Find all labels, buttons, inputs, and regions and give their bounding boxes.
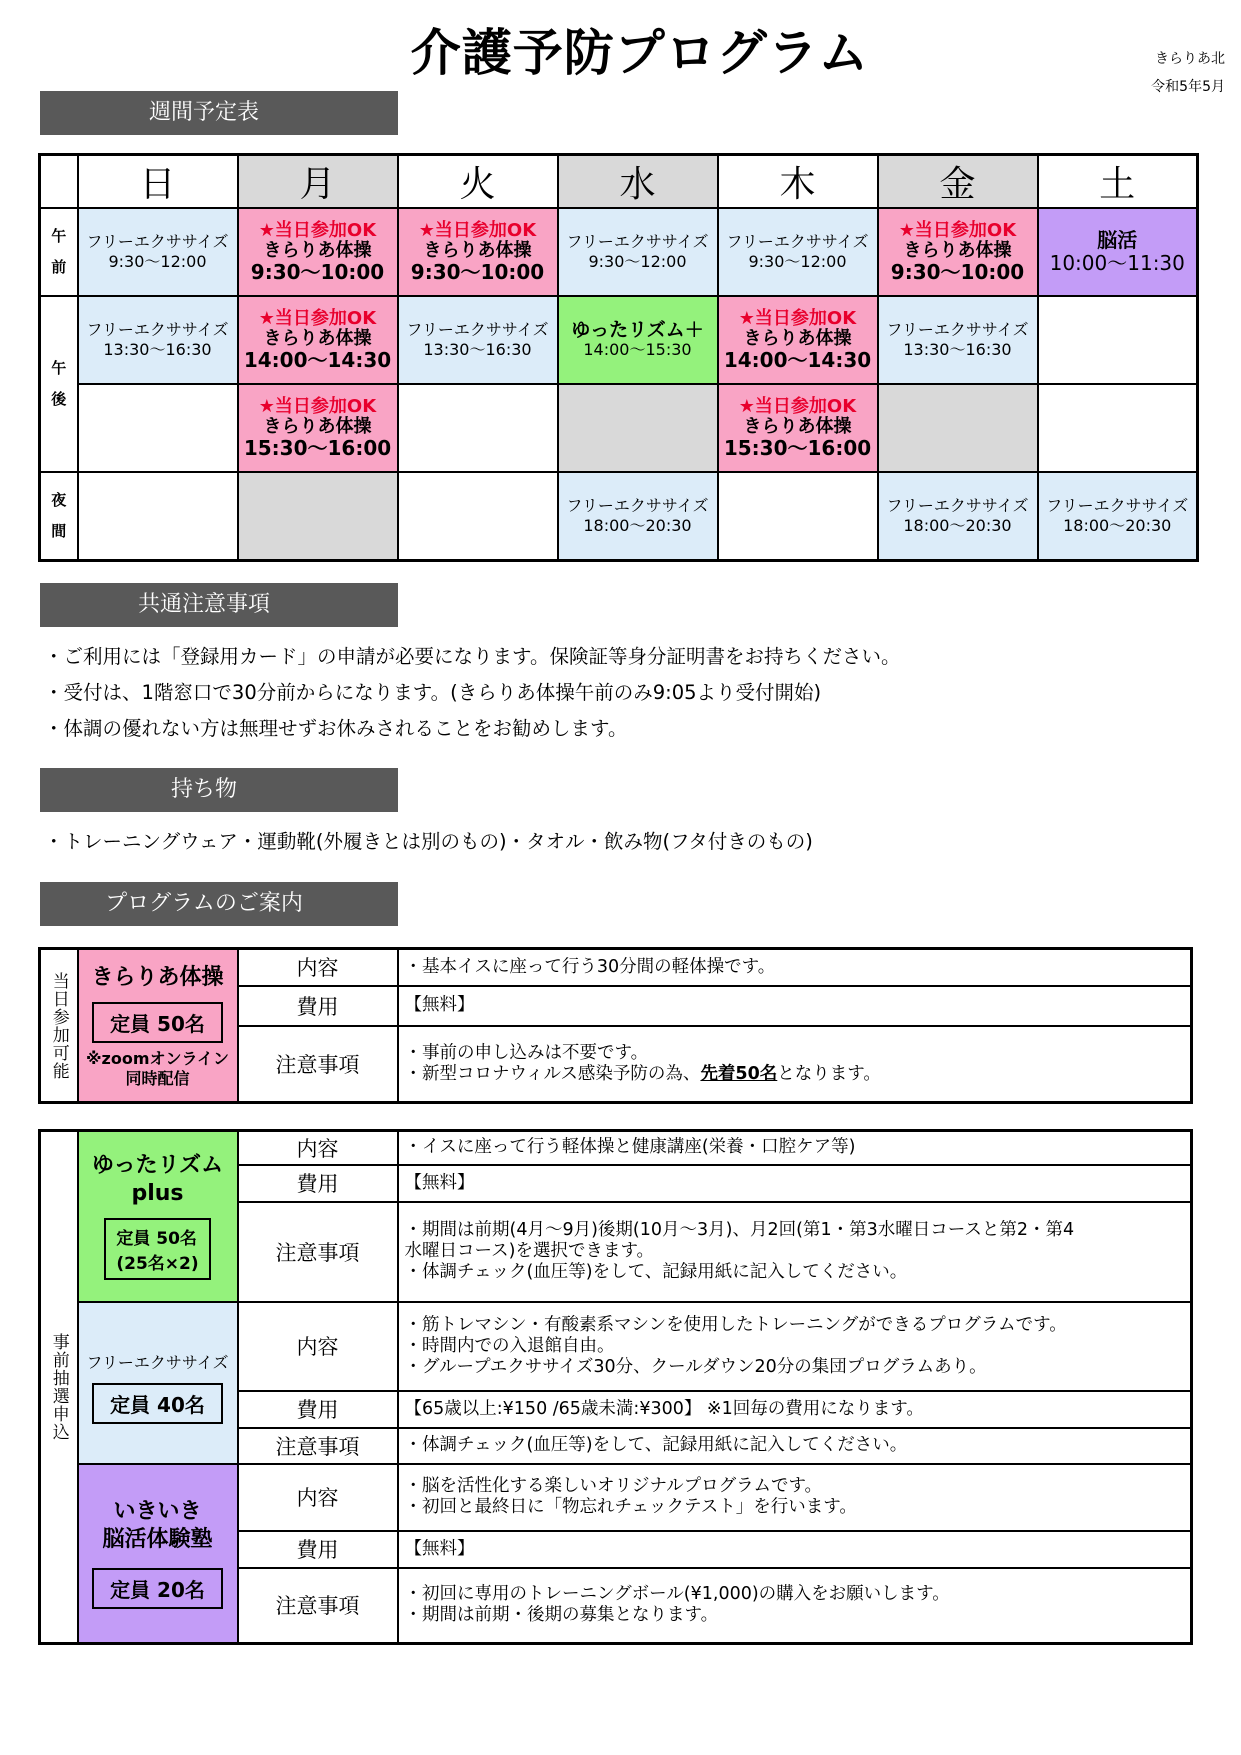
afternoon-row-1 xyxy=(40,296,1198,384)
wed-night: フリーエクササイズ 18:00～20:30 xyxy=(558,472,718,561)
free-caution: ・体調チェック(血圧等)をして、記録用紙に記入してください。 xyxy=(398,1428,1192,1464)
label-caution: 注意事項 xyxy=(238,1202,398,1302)
yutta-caution: ・期間は前期(4月～9月)後期(10月～3月)、月2回(第1・第3水曜日コースと第2・第4 水曜日コース)を選択できます。 ・体調チェック(血圧等)をして、記録用紙に記入してください。 xyxy=(398,1202,1192,1302)
kirari-fee: 【無料】 xyxy=(398,986,1192,1026)
sun-morning: フリーエクササイズ 9:30～12:00 xyxy=(78,208,238,296)
facility-name: きらりあ北 xyxy=(1155,51,1225,67)
label-caution: 注意事項 xyxy=(238,1568,398,1644)
category-same-day: 当日参加可能 xyxy=(40,949,78,1103)
day-thu: 木 xyxy=(718,155,878,209)
label-caution: 注意事項 xyxy=(238,1428,398,1464)
sat-morning: 脳活 10:00～11:30 xyxy=(1038,208,1198,296)
thu-morning: フリーエクササイズ 9:30～12:00 xyxy=(718,208,878,296)
wed-afternoon-2 xyxy=(558,384,718,472)
fri-morning: ★当日参加OK きらりあ体操 9:30～10:00 xyxy=(878,208,1038,296)
header-info xyxy=(1125,45,1225,101)
corner-cell xyxy=(40,155,78,209)
fri-afternoon-1: フリーエクササイズ 13:30～16:30 xyxy=(878,296,1038,384)
common-note-3: ・体調の優れない方は無理せずお休みされることをお勧めします。 xyxy=(44,717,628,740)
program-free-exercise xyxy=(78,1302,238,1464)
program-yutta: ゆったリズム plus 定員 50名 (25名×2) xyxy=(78,1131,238,1302)
label-caution: 注意事項 xyxy=(238,1026,398,1103)
kirari-caution: ・事前の申し込みは不要です。 ・新型コロナウィルス感染予防の為、先着50名となります。 xyxy=(398,1026,1192,1103)
label-content: 内容 xyxy=(238,1302,398,1391)
label-content: 内容 xyxy=(238,1464,398,1531)
section-program-guide: プログラムのご案内 xyxy=(40,882,398,926)
program-ikiiki: いきいき 脳活体験塾 定員 20名 xyxy=(78,1464,238,1644)
section-belongings: 持ち物 xyxy=(40,768,398,812)
ikiiki-caution: ・初回に専用のトレーニングボール(¥1,000)の購入をお願いします。 ・期間は前期・後期の募集となります。 xyxy=(398,1568,1192,1644)
day-sat: 土 xyxy=(1038,155,1198,209)
label-fee: 費用 xyxy=(238,1165,398,1202)
day-wed: 水 xyxy=(558,155,718,209)
label-fee: 費用 xyxy=(238,1531,398,1568)
label-fee: 費用 xyxy=(238,986,398,1026)
day-tue: 火 xyxy=(398,155,558,209)
common-note-2: ・受付は、1階窓口で30分前からになります。(きらりあ体操午前のみ9:05より受付開始) xyxy=(44,681,822,704)
program-kirari-zoom-2: 同時配信 xyxy=(125,1069,190,1088)
program-kirari-zoom-1: ※zoomオンライン xyxy=(85,1049,230,1068)
program-table-same-day xyxy=(38,947,1193,1104)
kirari-content: ・基本イスに座って行う30分間の軽体操です。 xyxy=(398,949,1192,986)
period-night: 夜 間 xyxy=(40,472,78,561)
mon-afternoon-2: ★当日参加OK きらりあ体操 15:30～16:00 xyxy=(238,384,398,472)
section-common-notes: 共通注意事項 xyxy=(40,583,398,627)
day-sun: 日 xyxy=(78,155,238,209)
sat-afternoon-1 xyxy=(1038,296,1198,384)
tue-morning: ★当日参加OK きらりあ体操 9:30～10:00 xyxy=(398,208,558,296)
label-fee: 費用 xyxy=(238,1391,398,1428)
common-notes-list xyxy=(44,639,900,747)
weekly-schedule-table xyxy=(38,153,1199,562)
yutta-content: ・イスに座って行う軽体操と健康講座(栄養・口腔ケア等) xyxy=(398,1131,1192,1165)
thu-afternoon-1: ★当日参加OK きらりあ体操 14:00～14:30 xyxy=(718,296,878,384)
issue-date: 令和5年5月 xyxy=(1151,79,1225,95)
wed-morning: フリーエクササイズ 9:30～12:00 xyxy=(558,208,718,296)
mon-afternoon-1: ★当日参加OK きらりあ体操 14:00～14:30 xyxy=(238,296,398,384)
period-morning: 午 前 xyxy=(40,208,78,296)
fri-night: フリーエクササイズ 18:00～20:30 xyxy=(878,472,1038,561)
period-afternoon: 午 後 xyxy=(40,296,78,472)
morning-row xyxy=(40,208,1198,296)
tue-afternoon-2 xyxy=(398,384,558,472)
program-kirari xyxy=(78,949,238,1103)
sat-afternoon-2 xyxy=(1038,384,1198,472)
sat-night: フリーエクササイズ 18:00～20:30 xyxy=(1038,472,1198,561)
free-fee: 【65歳以上:¥150 /65歳未満:¥300】 ※1回毎の費用になります。 xyxy=(398,1391,1192,1428)
section-weekly: 週間予定表 xyxy=(40,91,398,135)
mon-night xyxy=(238,472,398,561)
thu-afternoon-2: ★当日参加OK きらりあ体操 15:30～16:00 xyxy=(718,384,878,472)
fri-afternoon-2 xyxy=(878,384,1038,472)
label-content: 内容 xyxy=(238,949,398,986)
program-table-lottery xyxy=(38,1129,1193,1645)
program-kirari-capacity: 定員 50名 xyxy=(92,1002,223,1043)
day-mon: 月 xyxy=(238,155,398,209)
sun-afternoon-2 xyxy=(78,384,238,472)
sun-night xyxy=(78,472,238,561)
tue-night xyxy=(398,472,558,561)
category-lottery: 事前抽選申込 xyxy=(40,1131,78,1644)
wed-afternoon-1: ゆったリズム＋ 14:00～15:30 xyxy=(558,296,718,384)
schedule-header-row xyxy=(40,155,1198,209)
night-row xyxy=(40,472,1198,561)
ikiiki-content: ・脳を活性化する楽しいオリジナルプログラムです。 ・初回と最終日に「物忘れチェックテスト」を行います。 xyxy=(398,1464,1192,1531)
thu-night xyxy=(718,472,878,561)
program-kirari-name: きらりあ体操 xyxy=(91,965,224,990)
afternoon-row-2 xyxy=(40,384,1198,472)
program-free-name: フリーエクササイズ xyxy=(86,1352,229,1372)
ikiiki-fee: 【無料】 xyxy=(398,1531,1192,1568)
label-content: 内容 xyxy=(238,1131,398,1165)
common-note-1: ・ご利用には「登録用カード」の申請が必要になります。保険証等身分証明書をお持ちください。 xyxy=(44,645,901,668)
mon-morning: ★当日参加OK きらりあ体操 9:30～10:00 xyxy=(238,208,398,296)
page-title: 介護予防プログラム xyxy=(410,24,870,82)
day-fri: 金 xyxy=(878,155,1038,209)
yutta-fee: 【無料】 xyxy=(398,1165,1192,1202)
free-content: ・筋トレマシン・有酸素系マシンを使用したトレーニングができるプログラムです。 ・時間内での入退館自由。 ・グループエクササイズ30分、クールダウン20分の集団プログラムあり。 xyxy=(398,1302,1192,1391)
belongings-text: ・トレーニングウェア・運動靴(外履きとは別のもの)・タオル・飲み物(フタ付きのもの) xyxy=(44,830,813,853)
program-free-capacity: 定員 40名 xyxy=(92,1383,223,1424)
program-ikiiki-capacity: 定員 20名 xyxy=(92,1568,223,1609)
program-yutta-capacity: 定員 50名 (25名×2) xyxy=(104,1218,210,1280)
sun-afternoon-1: フリーエクササイズ 13:30～16:30 xyxy=(78,296,238,384)
tue-afternoon-1: フリーエクササイズ 13:30～16:30 xyxy=(398,296,558,384)
